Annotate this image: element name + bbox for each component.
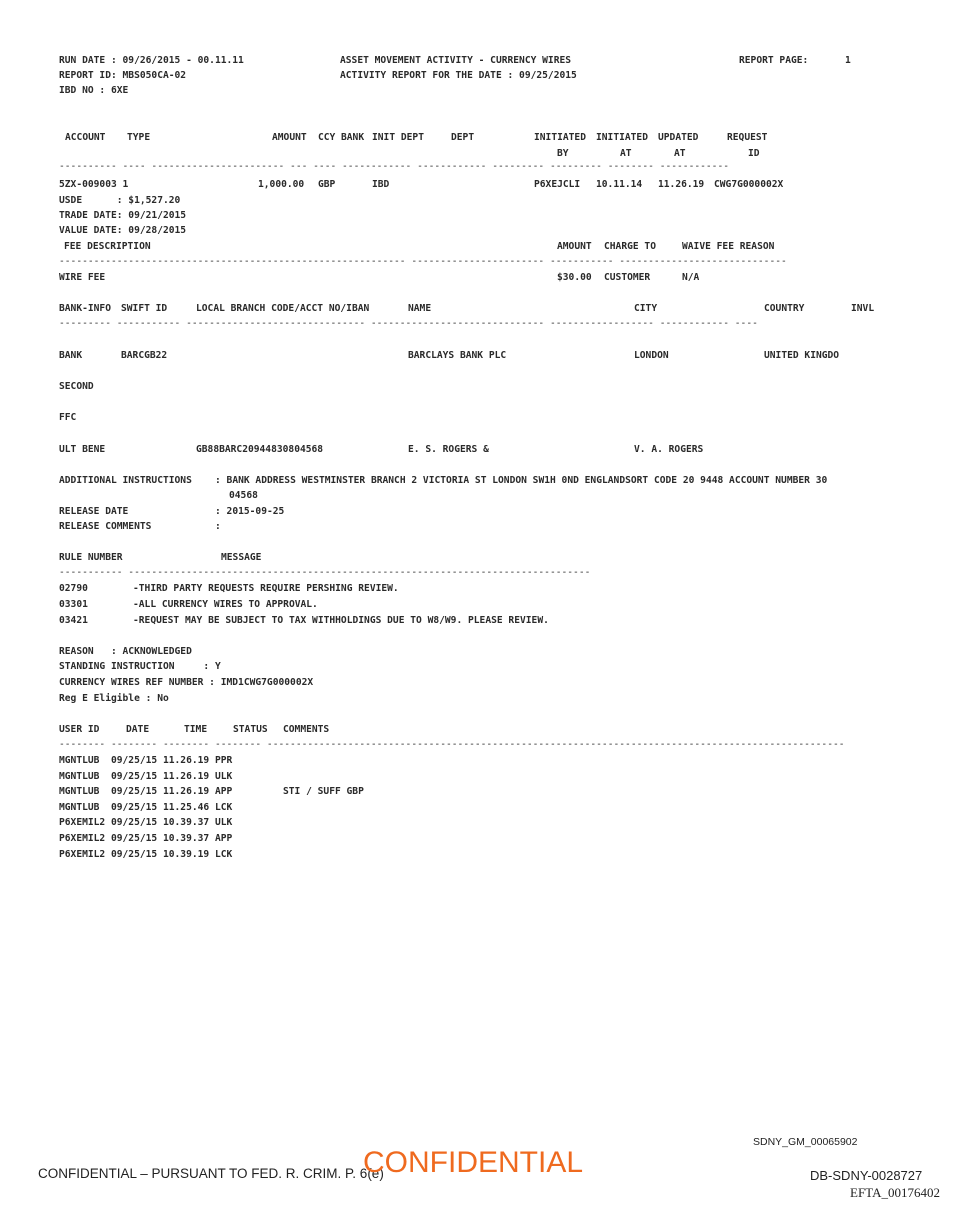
init-dept-value: IBD — [372, 179, 390, 190]
additional-instructions-line-1: : BANK ADDRESS WESTMINSTER BRANCH 2 VICTORIA ST LONDON SW1H 0ND ENGLANDSORT CODE 20 9448 ACCOUNT NUMBER 30 — [215, 475, 828, 486]
second-label: SECOND — [59, 381, 94, 392]
col-bank: BANK — [341, 132, 365, 143]
fee-description: WIRE FEE — [59, 272, 106, 283]
request-id-value: CWG7G000002X — [714, 179, 784, 190]
log-row: P6XEMIL2 09/25/15 10.39.37 APP — [59, 833, 233, 844]
log-row: MGNTLUB 09/25/15 11.26.19 ULK — [59, 771, 233, 782]
ult-bene-name-2: V. A. ROGERS — [634, 444, 704, 455]
log-divider: -------- -------- -------- -------- ---------------------------------------------------------------------------------------------------- — [59, 739, 845, 750]
report-title: ASSET MOVEMENT ACTIVITY - CURRENCY WIRES — [340, 55, 572, 66]
log-row-comment: STI / SUFF GBP — [283, 786, 364, 797]
release-comments-label: RELEASE COMMENTS — [59, 521, 152, 532]
trade-date: TRADE DATE: 09/21/2015 — [59, 210, 187, 221]
fee-description-header: FEE DESCRIPTION — [64, 241, 151, 252]
log-row: MGNTLUB 09/25/15 11.26.19 APP — [59, 786, 233, 797]
report-page-number: 1 — [845, 55, 851, 66]
confidential-notice: CONFIDENTIAL – PURSUANT TO FED. R. CRIM. P. 6(e) — [38, 1166, 384, 1181]
updated-at-value: 11.26.19 — [658, 179, 705, 190]
confidential-stamp: CONFIDENTIAL — [363, 1146, 584, 1179]
currency-wires-ref: CURRENCY WIRES REF NUMBER : IMD1CWG7G000002X — [59, 677, 314, 688]
usde-amount: USDE : $1,527.20 — [59, 195, 181, 206]
country-header: COUNTRY — [764, 303, 805, 314]
fee-charge-header: CHARGE TO — [604, 241, 656, 252]
ibd-no: IBD NO : 6XE — [59, 85, 129, 96]
reg-e-eligible: Reg E Eligible : No — [59, 693, 169, 704]
wire-currency: GBP — [318, 179, 336, 190]
header-divider: ---------- ---- ----------------------- --- ---- ------------ ------------ --------- --------- -------- ------------ — [59, 161, 730, 172]
run-date: RUN DATE : 09/26/2015 - 00.11.11 — [59, 55, 244, 66]
value-date: VALUE DATE: 09/28/2015 — [59, 225, 187, 236]
wire-amount: 1,000.00 — [258, 179, 305, 190]
swift-id-header: SWIFT ID — [121, 303, 168, 314]
col-at-2: AT — [674, 148, 686, 159]
log-time-header: TIME — [184, 724, 208, 735]
log-comments-header: COMMENTS — [283, 724, 330, 735]
log-row: MGNTLUB 09/25/15 11.26.19 PPR — [59, 755, 233, 766]
log-row: P6XEMIL2 09/25/15 10.39.19 LCK — [59, 849, 233, 860]
fee-waive-header: WAIVE FEE REASON — [682, 241, 775, 252]
bank-country: UNITED KINGDO — [764, 350, 840, 361]
invl-header: INVL — [851, 303, 875, 314]
report-id: REPORT ID: MBS050CA-02 — [59, 70, 187, 81]
col-initiated-at: INITIATED — [596, 132, 648, 143]
col-at-1: AT — [620, 148, 632, 159]
fee-amount-header: AMOUNT — [557, 241, 592, 252]
release-comments-value: : — [215, 521, 221, 532]
ffc-label: FFC — [59, 412, 77, 423]
log-date-header: DATE — [126, 724, 150, 735]
bank-name: BARCLAYS BANK PLC — [408, 350, 507, 361]
col-by: BY — [557, 148, 569, 159]
ult-bene-name: E. S. ROGERS & — [408, 444, 489, 455]
bates-number-efta: EFTA_00176402 — [850, 1185, 940, 1200]
additional-instructions-label: ADDITIONAL INSTRUCTIONS — [59, 475, 192, 486]
rules-divider: ----------- -------------------------------------------------------------------------------- — [59, 567, 591, 578]
col-updated-at: UPDATED — [658, 132, 699, 143]
rule-message: -ALL CURRENCY WIRES TO APPROVAL. — [133, 599, 318, 610]
rule-number: 02790 — [59, 583, 88, 594]
col-id: ID — [748, 148, 760, 159]
bates-number-db-sdny: DB-SDNY-0028727 — [810, 1168, 923, 1183]
release-date-value: : 2015-09-25 — [215, 506, 285, 517]
col-initiated-by: INITIATED — [534, 132, 586, 143]
col-dept: DEPT — [451, 132, 475, 143]
initiated-by-value: P6XEJCLI — [534, 179, 581, 190]
fee-divider: ------------------------------------------------------------ ----------------------- ----------- ----------------------------- — [59, 256, 787, 267]
col-request-id: REQUEST — [727, 132, 768, 143]
bank-info-header: BANK-INFO — [59, 303, 111, 314]
col-amount: AMOUNT — [272, 132, 307, 143]
log-status-header: STATUS — [233, 724, 268, 735]
bank-swift: BARCGB22 — [121, 350, 168, 361]
local-branch-header: LOCAL BRANCH CODE/ACCT NO/IBAN — [196, 303, 370, 314]
ult-bene-label: ULT BENE — [59, 444, 106, 455]
fee-waive-reason: N/A — [682, 272, 700, 283]
name-header: NAME — [408, 303, 432, 314]
fee-charge-to: CUSTOMER — [604, 272, 651, 283]
reason: REASON : ACKNOWLEDGED — [59, 646, 192, 657]
release-date-label: RELEASE DATE — [59, 506, 129, 517]
account-number: 5ZX-009003 1 — [59, 179, 129, 190]
rule-number: 03301 — [59, 599, 88, 610]
additional-instructions-line-2: 04568 — [229, 490, 258, 501]
bank-label: BANK — [59, 350, 83, 361]
ult-bene-iban: GB88BARC20944830804568 — [196, 444, 324, 455]
rule-message: -THIRD PARTY REQUESTS REQUIRE PERSHING REVIEW. — [133, 583, 399, 594]
col-ccy: CCY — [318, 132, 336, 143]
log-user-id-header: USER ID — [59, 724, 100, 735]
bank-city: LONDON — [634, 350, 669, 361]
rule-message: -REQUEST MAY BE SUBJECT TO TAX WITHHOLDINGS DUE TO W8/W9. PLEASE REVIEW. — [133, 615, 549, 626]
rule-number: 03421 — [59, 615, 88, 626]
standing-instruction: STANDING INSTRUCTION : Y — [59, 661, 221, 672]
rule-message-header: MESSAGE — [221, 552, 262, 563]
report-subtitle: ACTIVITY REPORT FOR THE DATE : 09/25/2015 — [340, 70, 577, 81]
fee-amount: $30.00 — [557, 272, 592, 283]
rule-number-header: RULE NUMBER — [59, 552, 123, 563]
col-type: TYPE — [127, 132, 151, 143]
city-header: CITY — [634, 303, 658, 314]
log-row: MGNTLUB 09/25/15 11.25.46 LCK — [59, 802, 233, 813]
bates-number-sdny-gm: SDNY_GM_00065902 — [753, 1136, 858, 1148]
bank-info-divider: --------- ----------- ------------------------------- ------------------------------ ------------------ ------------ ---- — [59, 318, 758, 329]
initiated-at-value: 10.11.14 — [596, 179, 643, 190]
col-init-dept: INIT DEPT — [372, 132, 424, 143]
col-account: ACCOUNT — [65, 132, 106, 143]
log-row: P6XEMIL2 09/25/15 10.39.37 ULK — [59, 817, 233, 828]
report-page-label: REPORT PAGE: — [739, 55, 809, 66]
